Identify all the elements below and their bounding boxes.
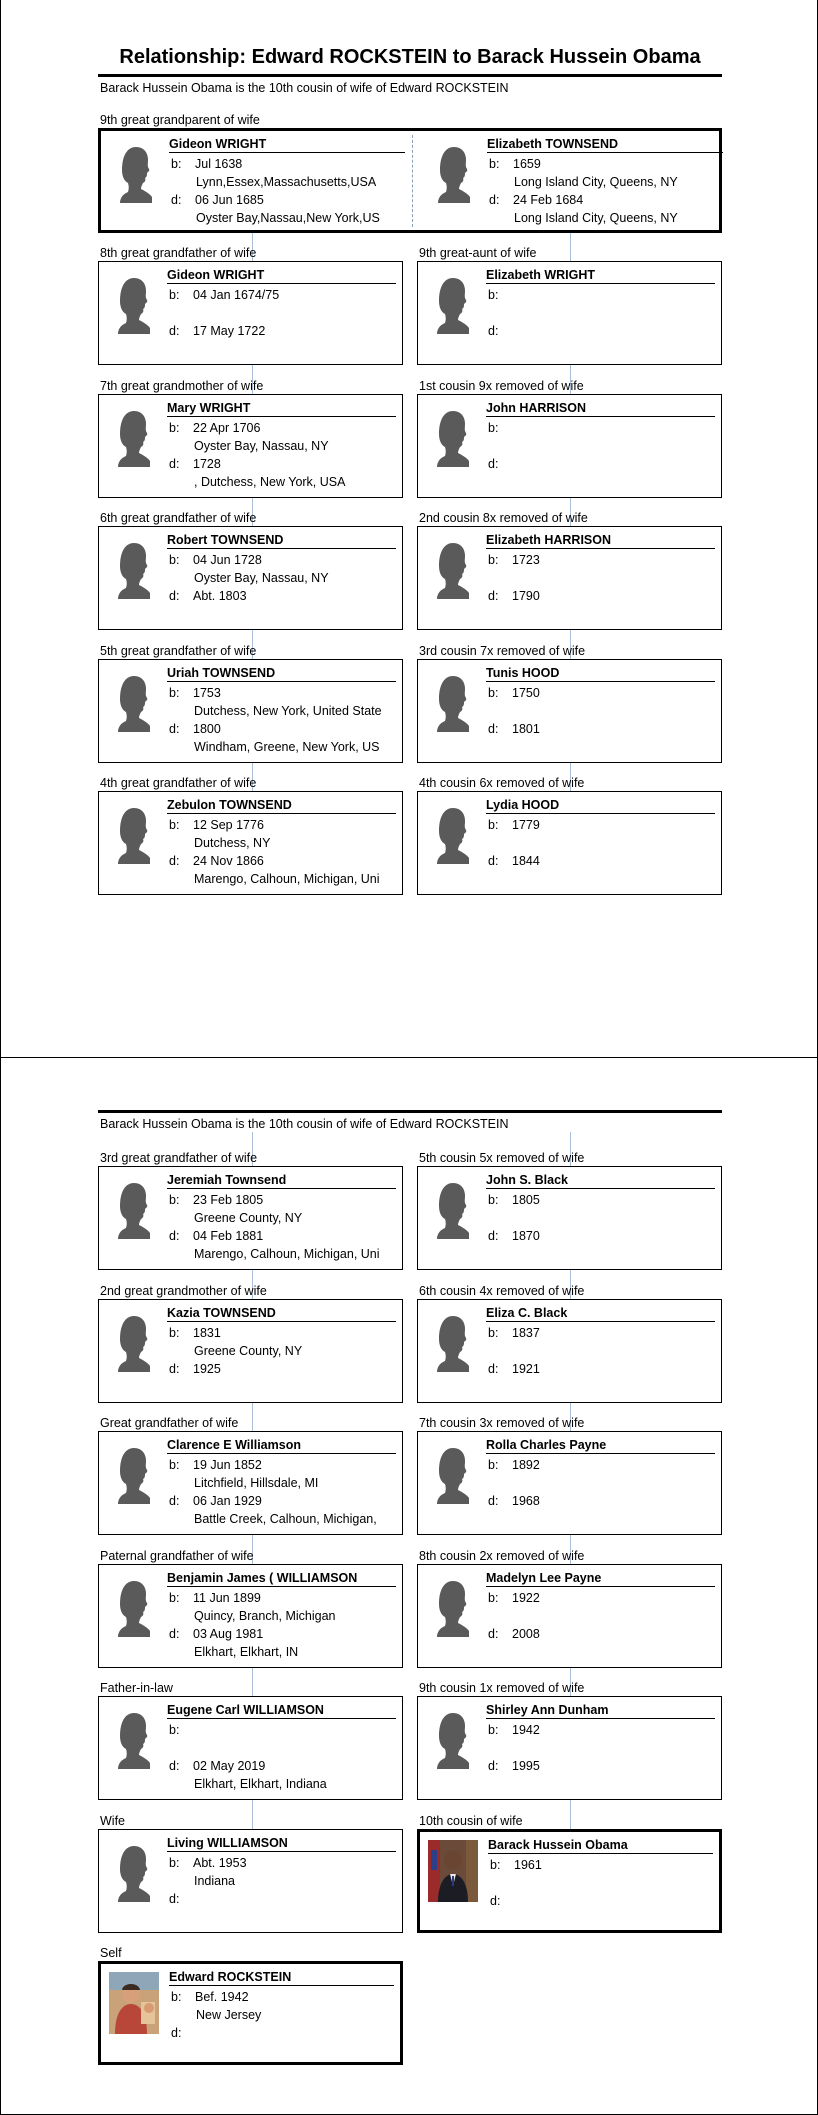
birth-row — [488, 1723, 540, 1737]
birth-label: b: — [169, 420, 180, 435]
relation-label-right: 9th great-aunt of wife — [419, 246, 537, 260]
silhouette-icon — [436, 674, 470, 732]
person-card-elizabeth-harrison[interactable] — [417, 526, 722, 630]
birth-row — [169, 1591, 261, 1605]
person-card-eugene-carl-williamson[interactable] — [98, 1696, 403, 1800]
relationship-summary: Barack Hussein Obama is the 10th cousin of wife of Edward ROCKSTEIN — [100, 81, 509, 95]
birth-date: 04 Jun 1728 — [193, 553, 262, 567]
death-place: , Dutchess, New York, USA — [194, 474, 346, 489]
birth-row — [169, 1458, 262, 1472]
death-label: d: — [488, 1494, 499, 1508]
person-card-barack-hussein-obama[interactable] — [417, 1829, 722, 1933]
relation-label-left: Paternal grandfather of wife — [100, 1548, 254, 1563]
death-label: d: — [488, 324, 499, 338]
person-card-john-harrison[interactable] — [417, 394, 722, 498]
relation-label-left: Wife — [100, 1813, 125, 1828]
person-name[interactable]: John HARRISON — [486, 401, 715, 417]
birth-row — [488, 818, 540, 832]
person-name[interactable]: John S. Black — [486, 1173, 715, 1189]
silhouette-icon — [117, 1446, 151, 1504]
birth-label: b: — [169, 288, 180, 302]
death-place: Marengo, Calhoun, Michigan, Uni — [194, 1247, 380, 1261]
relation-label-left: 8th great grandfather of wife — [100, 246, 257, 260]
birth-row — [488, 686, 540, 700]
couple-relation-label: 9th great grandparent of wife — [100, 113, 260, 127]
birth-row — [171, 157, 242, 171]
birth-row — [169, 1856, 247, 1870]
birth-label: b: — [171, 1990, 182, 2004]
birth-date: 1723 — [512, 553, 540, 567]
relation-label-right: 9th cousin 1x removed of wife — [419, 1681, 585, 1695]
death-label: d: — [488, 589, 499, 603]
relation-label-right: 1st cousin 9x removed of wife — [419, 378, 584, 393]
death-label: d: — [169, 721, 180, 736]
person-card-uriah-townsend[interactable] — [98, 659, 403, 763]
birth-place: Oyster Bay, Nassau, NY — [194, 571, 329, 585]
birth-label: b: — [488, 1325, 499, 1340]
birth-row — [488, 1458, 540, 1472]
death-label: d: — [488, 1626, 499, 1641]
birth-row — [488, 288, 512, 302]
title-rule — [98, 74, 722, 77]
relation-label-right: 2nd cousin 8x removed of wife — [419, 511, 588, 525]
person-card-madelyn-lee-payne[interactable] — [417, 1564, 722, 1668]
death-date: 1801 — [512, 721, 540, 736]
death-row — [169, 1759, 265, 1773]
birth-row — [488, 1193, 540, 1207]
birth-label: b: — [169, 818, 180, 832]
person-photo — [428, 1840, 478, 1902]
death-row — [488, 1494, 540, 1508]
person-card-elizabeth-townsend[interactable] — [419, 131, 729, 230]
death-row — [488, 457, 512, 471]
birth-label: b: — [489, 157, 500, 171]
person-card-gideon-wright-1638[interactable] — [101, 131, 411, 230]
ancestor-couple-card[interactable] — [98, 128, 722, 233]
silhouette-icon — [117, 1181, 151, 1239]
person-name[interactable]: Shirley Ann Dunham — [486, 1703, 715, 1719]
relation-label-right: 5th cousin 5x removed of wife — [419, 1151, 585, 1165]
person-name[interactable]: Rolla Charles Payne — [486, 1438, 715, 1454]
death-date: 24 Nov 1866 — [193, 854, 264, 868]
birth-label: b: — [488, 288, 499, 302]
person-name[interactable]: Uriah TOWNSEND — [167, 666, 396, 682]
death-row — [489, 193, 583, 207]
death-label: d: — [490, 1893, 501, 1908]
death-label: d: — [488, 854, 499, 868]
person-card-zebulon-townsend[interactable] — [98, 791, 403, 895]
death-place: Elkhart, Elkhart, Indiana — [194, 1777, 327, 1791]
person-card-benjamin-james-williamson[interactable] — [98, 1564, 403, 1668]
person-name[interactable]: Eugene Carl WILLIAMSON — [167, 1703, 396, 1719]
silhouette-icon — [117, 1844, 151, 1902]
person-card-rolla-charles-payne[interactable] — [417, 1431, 722, 1535]
death-label: d: — [169, 1494, 180, 1508]
birth-row — [490, 1858, 542, 1872]
death-date: 1925 — [193, 1361, 221, 1376]
relation-label-right: 7th cousin 3x removed of wife — [419, 1416, 585, 1430]
death-date: 02 May 2019 — [193, 1759, 266, 1773]
birth-date: 1659 — [513, 157, 541, 171]
relation-label-self: Self — [100, 1946, 122, 1960]
birth-date: 23 Feb 1805 — [193, 1193, 264, 1207]
death-row — [169, 1892, 193, 1906]
death-row — [171, 193, 264, 207]
silhouette-icon — [436, 806, 470, 864]
death-row — [488, 1362, 540, 1376]
death-date: 24 Feb 1684 — [513, 193, 584, 207]
person-name[interactable]: Living WILLIAMSON — [167, 1836, 396, 1852]
birth-label: b: — [488, 1590, 499, 1605]
birth-place: Dutchess, New York, United State — [194, 703, 382, 718]
birth-date: 04 Jan 1674/75 — [193, 288, 280, 302]
person-name[interactable]: Jeremiah Townsend — [167, 1173, 396, 1189]
silhouette-icon — [117, 1579, 151, 1637]
birth-label: b: — [169, 1458, 180, 1472]
person-name[interactable]: Mary WRIGHT — [167, 401, 396, 417]
birth-label: b: — [169, 685, 180, 700]
birth-date: 1805 — [512, 1193, 540, 1207]
birth-date: 1961 — [514, 1857, 542, 1872]
silhouette-icon — [436, 1711, 470, 1769]
birth-row — [489, 157, 541, 171]
relationship-summary: Barack Hussein Obama is the 10th cousin of wife of Edward ROCKSTEIN — [100, 1117, 509, 1131]
silhouette-icon — [117, 1314, 151, 1372]
birth-label: b: — [488, 1723, 499, 1737]
death-date: 2008 — [512, 1626, 540, 1641]
death-row — [488, 1627, 540, 1641]
person-card-living-williamson[interactable] — [98, 1829, 403, 1933]
silhouette-icon — [117, 674, 151, 732]
death-row — [169, 1229, 263, 1243]
birth-place: Long Island City, Queens, NY — [514, 175, 678, 189]
birth-label: b: — [171, 157, 182, 171]
death-row — [169, 1362, 221, 1376]
birth-row — [169, 1723, 193, 1737]
relation-label-left: Father-in-law — [100, 1681, 173, 1695]
death-row — [169, 324, 265, 338]
relation-label-right: 6th cousin 4x removed of wife — [419, 1283, 585, 1298]
silhouette-icon — [436, 1314, 470, 1372]
person-name[interactable]: Elizabeth HARRISON — [486, 533, 715, 549]
silhouette-icon — [437, 145, 471, 203]
death-place: Elkhart, Elkhart, IN — [194, 1644, 299, 1659]
death-label: d: — [169, 1626, 180, 1641]
person-card-lydia-hood[interactable] — [417, 791, 722, 895]
couple-divider — [412, 135, 413, 227]
person-name[interactable]: Kazia TOWNSEND — [167, 1306, 396, 1322]
death-date: 1995 — [512, 1759, 540, 1773]
death-label: d: — [171, 2026, 182, 2040]
birth-place: Dutchess, NY — [194, 836, 271, 850]
death-date: 17 May 1722 — [193, 324, 266, 338]
birth-row — [169, 1193, 263, 1207]
birth-label: b: — [488, 685, 499, 700]
death-date: 1870 — [512, 1229, 540, 1243]
relation-label-left: 4th great grandfather of wife — [100, 776, 257, 790]
person-name[interactable]: Lydia HOOD — [486, 798, 715, 814]
birth-place: Oyster Bay, Nassau, NY — [194, 438, 329, 453]
death-date: 1968 — [512, 1494, 540, 1508]
death-row — [490, 1894, 514, 1908]
birth-row — [169, 421, 260, 435]
birth-date: 1892 — [512, 1458, 540, 1472]
death-date: 04 Feb 1881 — [193, 1229, 264, 1243]
person-name[interactable]: Tunis HOOD — [486, 666, 715, 682]
birth-place: Indiana — [194, 1873, 236, 1888]
birth-date: 1750 — [512, 685, 540, 700]
death-row — [169, 722, 221, 736]
person-card-jeremiah-townsend[interactable] — [98, 1166, 403, 1270]
death-date: 1921 — [512, 1361, 540, 1376]
birth-row — [488, 421, 512, 435]
person-name[interactable]: Elizabeth TOWNSEND — [487, 137, 723, 153]
relation-label-left: 2nd great grandmother of wife — [100, 1283, 267, 1298]
relation-label-right: 8th cousin 2x removed of wife — [419, 1548, 585, 1563]
birth-date: 1779 — [512, 818, 540, 832]
person-card-kazia-townsend[interactable] — [98, 1299, 403, 1403]
person-card-eliza-c-black[interactable] — [417, 1299, 722, 1403]
birth-label: b: — [169, 1723, 180, 1737]
person-card-gideon-wright[interactable] — [98, 261, 403, 365]
person-name[interactable]: Clarence E Williamson — [167, 1438, 396, 1454]
person-name[interactable]: Gideon WRIGHT — [169, 137, 405, 153]
death-label: d: — [169, 1229, 180, 1243]
death-date: 1844 — [512, 854, 540, 868]
death-label: d: — [488, 721, 499, 736]
death-row — [169, 854, 264, 868]
birth-place: Greene County, NY — [194, 1343, 303, 1358]
person-card-shirley-ann-dunham[interactable] — [417, 1696, 722, 1800]
death-row — [169, 1627, 263, 1641]
death-row — [488, 1229, 540, 1243]
birth-label: b: — [488, 1193, 499, 1207]
relation-label-right: 10th cousin of wife — [419, 1813, 523, 1828]
person-name[interactable]: Zebulon TOWNSEND — [167, 798, 396, 814]
birth-date: Bef. 1942 — [195, 1990, 249, 2004]
relation-label-left: 5th great grandfather of wife — [100, 643, 257, 658]
death-place: Oyster Bay,Nassau,New York,US — [196, 211, 380, 225]
death-label: d: — [169, 1759, 180, 1773]
birth-label: b: — [169, 1193, 180, 1207]
death-label: d: — [169, 589, 180, 603]
person-name[interactable]: Robert TOWNSEND — [167, 533, 396, 549]
death-row — [488, 589, 540, 603]
birth-label: b: — [490, 1857, 501, 1872]
birth-date: Abt. 1953 — [193, 1855, 247, 1870]
death-date: 1790 — [512, 589, 540, 603]
silhouette-icon — [117, 1711, 151, 1769]
death-label: d: — [169, 854, 180, 868]
death-label: d: — [169, 324, 180, 338]
person-name[interactable]: Gideon WRIGHT — [167, 268, 396, 284]
relation-label-left: 6th great grandfather of wife — [100, 511, 257, 525]
birth-date: 1922 — [512, 1590, 540, 1605]
death-date: 1728 — [193, 456, 221, 471]
person-card-elizabeth-wright[interactable] — [417, 261, 722, 365]
birth-date: Jul 1638 — [195, 157, 243, 171]
relation-label-right: 3rd cousin 7x removed of wife — [419, 643, 586, 658]
death-date: Abt. 1803 — [193, 589, 247, 603]
birth-label: b: — [488, 1458, 499, 1472]
death-label: d: — [488, 456, 499, 471]
death-place: Battle Creek, Calhoun, Michigan, — [194, 1512, 377, 1526]
birth-row — [169, 818, 264, 832]
person-card-robert-townsend[interactable] — [98, 526, 403, 630]
death-date: 03 Aug 1981 — [193, 1626, 264, 1641]
death-row — [488, 722, 540, 736]
birth-place: New Jersey — [196, 2008, 262, 2022]
birth-row — [488, 553, 540, 567]
birth-row — [169, 1326, 221, 1340]
birth-place: Quincy, Branch, Michigan — [194, 1608, 336, 1623]
death-row — [171, 2026, 195, 2040]
death-place: Long Island City, Queens, NY — [514, 211, 678, 225]
birth-place: Litchfield, Hillsdale, MI — [194, 1476, 319, 1490]
person-name[interactable]: Barack Hussein Obama — [488, 1838, 713, 1854]
death-label: d: — [169, 1361, 180, 1376]
birth-date: 19 Jun 1852 — [193, 1458, 262, 1472]
death-date: 1800 — [193, 721, 221, 736]
person-name[interactable]: Eliza C. Black — [486, 1306, 715, 1322]
birth-label: b: — [488, 553, 499, 567]
death-date: 06 Jan 1929 — [193, 1494, 262, 1508]
birth-row — [169, 686, 221, 700]
title-rule — [98, 1110, 722, 1113]
person-card-john-s-black[interactable] — [417, 1166, 722, 1270]
death-row — [488, 1759, 540, 1773]
birth-date: 22 Apr 1706 — [193, 420, 261, 435]
birth-label: b: — [169, 1325, 180, 1340]
silhouette-icon — [436, 409, 470, 467]
silhouette-icon — [117, 541, 151, 599]
silhouette-icon — [436, 1181, 470, 1239]
death-label: d: — [489, 193, 500, 207]
person-name[interactable]: Edward ROCKSTEIN — [169, 1970, 394, 1986]
birth-date: 1942 — [512, 1723, 540, 1737]
death-row — [488, 854, 540, 868]
person-name[interactable]: Madelyn Lee Payne — [486, 1571, 715, 1587]
death-row — [488, 324, 512, 338]
birth-date: 1753 — [193, 685, 221, 700]
silhouette-icon — [117, 276, 151, 334]
silhouette-icon — [436, 276, 470, 334]
death-row — [169, 1494, 262, 1508]
birth-row — [169, 288, 279, 302]
death-label: d: — [171, 193, 182, 207]
birth-label: b: — [169, 553, 180, 567]
report-page-2 — [0, 1057, 818, 2115]
death-label: d: — [488, 1361, 499, 1376]
birth-row — [488, 1326, 540, 1340]
birth-place: Lynn,Essex,Massachusetts,USA — [196, 175, 377, 189]
death-label: d: — [169, 456, 180, 471]
death-label: d: — [488, 1229, 499, 1243]
silhouette-icon — [117, 409, 151, 467]
person-card-edward-rockstein[interactable] — [98, 1961, 403, 2065]
death-place: Marengo, Calhoun, Michigan, Uni — [194, 872, 380, 886]
birth-date: 1831 — [193, 1325, 221, 1340]
birth-row — [169, 553, 262, 567]
silhouette-icon — [117, 806, 151, 864]
birth-label: b: — [488, 420, 499, 435]
relation-label-right: 4th cousin 6x removed of wife — [419, 776, 585, 790]
death-label: d: — [488, 1759, 499, 1773]
person-card-tunis-hood[interactable] — [417, 659, 722, 763]
person-name[interactable]: Elizabeth WRIGHT — [486, 268, 715, 284]
death-row — [169, 457, 221, 471]
person-card-clarence-e-williamson[interactable] — [98, 1431, 403, 1535]
birth-date: 1837 — [512, 1325, 540, 1340]
person-card-mary-wright[interactable] — [98, 394, 403, 498]
silhouette-icon — [436, 1579, 470, 1637]
birth-row — [488, 1591, 540, 1605]
relation-label-left: 7th great grandmother of wife — [100, 378, 264, 393]
silhouette-icon — [119, 145, 153, 203]
page-title: Relationship: Edward ROCKSTEIN to Barack Hussein Obama — [119, 46, 701, 68]
silhouette-icon — [436, 1446, 470, 1504]
birth-label: b: — [169, 1855, 180, 1870]
relation-label-left: Great grandfather of wife — [100, 1416, 239, 1430]
death-place: Windham, Greene, New York, US — [194, 739, 380, 754]
birth-label: b: — [169, 1590, 180, 1605]
birth-row — [171, 1990, 249, 2004]
person-photo — [109, 1972, 159, 2034]
birth-date: 12 Sep 1776 — [193, 818, 264, 832]
death-row — [169, 589, 247, 603]
relation-label-left: 3rd great grandfather of wife — [100, 1151, 258, 1165]
birth-date: 11 Jun 1899 — [193, 1590, 261, 1605]
birth-place: Greene County, NY — [194, 1211, 303, 1225]
death-label: d: — [169, 1891, 180, 1906]
person-name[interactable]: Benjamin James ( WILLIAMSON — [167, 1571, 396, 1587]
silhouette-icon — [436, 541, 470, 599]
death-date: 06 Jun 1685 — [195, 193, 264, 207]
birth-label: b: — [488, 818, 499, 832]
